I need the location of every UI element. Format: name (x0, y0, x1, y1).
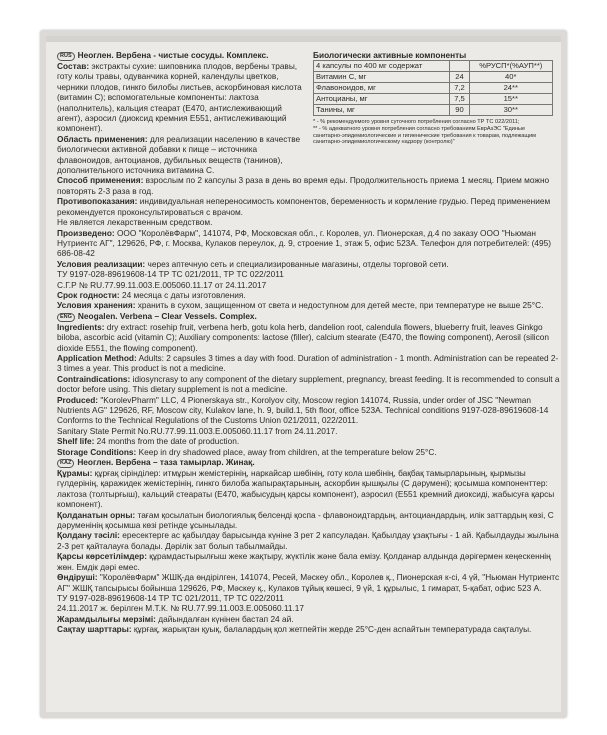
kz-tu: ТУ 9197-028-89619608-14 ТР ТС 021/2011, ТР ТС 022/2011 (57, 592, 284, 603)
table-row: Витамин С, мг 24 40* (314, 72, 553, 83)
kz-title: Неоглен. Вербена – таза тамырлар. Жинақ. (77, 457, 255, 468)
en-permit: Sanitary State Permit No.RU.77.99.11.003.E.005060.11.17 from 24.11.2017. (57, 425, 338, 436)
ru-sale: Условия реализации: через аптечную сеть и специализированные магазины, отделы торговой сети. (57, 258, 449, 269)
en-contra: Contraindications: idiosyncrasy to any component of the dietary supplement, pregnancy, breast feeding. It is recommended to consult a doctor before using. This dietary supplement is not a medicine. (57, 373, 560, 395)
bio-components-block (313, 50, 553, 146)
box-panel (46, 36, 561, 712)
en-method: Application Method: Adults: 2 capsules 3 times a day with food. Duration of administration - 1 month. Administration can be repeated 2-3 times a year. This product is not a medicine. (57, 352, 559, 374)
ru-shelf: Срок годности: 24 месяца с даты изготовления. (57, 289, 246, 300)
bio-title: Биологически активные компоненты (313, 50, 467, 60)
product-box (40, 30, 567, 718)
en-title: Neogalen. Verbena – Clear Vessels. Complex. (77, 310, 257, 321)
kz-area: Қолданатын орны: тағам қосылатын биологиялық белсенді қоспа - флавоноидтардың, антоциандардың, илік заттардың көзі, С дәруменінің қосымша көзі ретінде ұсынылады. (57, 509, 554, 531)
kz-title-line (57, 457, 562, 468)
kz-storage: Сақтау шарттары: құрғақ, жарықтан қуық, балалардың қол жетпейтін жерде 25°С-ден аспайтын температурада сақталуы. (57, 624, 532, 635)
box-top-edge (46, 36, 561, 42)
kz-shelf: Жарамдылығы мерзімі: дайындалған күнінен бастап 24 ай. (57, 613, 294, 624)
ru-method: Способ применения: взрослым по 2 капсулы 3 раза в день во время еды. Продолжительность приема 1 месяц. Прием можно повторять 2-3 раза в год. (57, 175, 550, 196)
kz-contra: Қарсы көрсетілімдер: құрамдастырылғыш жеке жақтыру, жүктілік және бала емізу. Қолданар алдында дәрігермен кеңескеннің жөн. Емдік дәрі емес. (57, 551, 551, 572)
table-row: Флавоноидов, мг 7,2 24** (314, 83, 553, 94)
kz-composition: Құрамы: құрғақ сірінділер: итмұрын жемістерінің, наркайсар шөбінің, готу кола шөбінің, бақбақ тамырларының, қырмызы гүлдерінің, қаражидек жемістерінің, гинкго билоба жапырақтарының, аскорбин қышқылы (С дәрумені); қосымша компоненттер: лактоза (толтырғыш), кальций стеараты (Е470, жабысудың қарсы компонент), аэросил (Е551 кремний диоксиді, жабысуға қарсы компонент). (57, 468, 555, 510)
ru-producer: Произведено: ООО "КоролёвФарм", 141074, РФ, Московская обл., г. Королев, ул. Пионерская, д.4 по заказу ООО "Ньюман Нутриентс АГ", 129626, РФ, г. Москва, Кулаков переулок, д. 9, строение 1, этаж 5, офис 523А. Телефон для потребителей: (495) 686-08-42 (57, 227, 552, 259)
lang-tag-kaz: KAZ (57, 459, 74, 468)
ru-not-medicine: Не является лекарственным средством. (57, 217, 213, 228)
label-sheet (57, 50, 562, 635)
ru-area: Область применения: для реализации населению в качестве биологически активной добавки к пище – источника флавоноидов, антоцианов, дубильных веществ (танинов), дополнительного источника витамина С. (57, 133, 301, 176)
lang-tag-rus: RUS (57, 52, 75, 61)
table-row: Антоцианы, мг 7,5 15** (314, 94, 553, 105)
ru-title: Неоглен. Вербена - чистые сосуды. Комплекс. (77, 50, 269, 60)
ru-tu: ТУ 9197-028-89619608-14 ТР ТС 021/2011, ТР ТС 022/2011 (57, 269, 284, 280)
en-produced: Produced: "KorolevPharm" LLC, 4 Pionerskaya str., Korolyov city, Moscow region 141074, Russia, under order of JSC "Newman Nutrients AG" 129626, RF, Moscow city, Kulakov lane, h. 9, build.1, 5th floor, office 523A. Technical conditions 9197-028-89619608-14 Conforms to the Technical Regulations of the Customs Union 021/2011, 022/2011. (57, 394, 549, 426)
ru-title-line (57, 50, 305, 61)
ru-sgr: С.Г.Р № RU.77.99.11.003.Е.005060.11.17 от 24.11.2017 (57, 279, 267, 290)
ru-contra: Противопоказания: индивидуальная непереносимость компонентов, беременность и кормление грудью. Перед применением рекомендуется проконсультироваться с врачом. (57, 196, 551, 217)
table-row: Танины, мг 90 30** (314, 105, 553, 116)
bio-footnotes: * - % рекомендуемого уровня суточного потребления согласно ТР ТС 022/2011; ** - % адекватного уровня потребления согласно требованиям ЕврАзЭС "Единые санитарно-эпидемиологические и гигиенические требования к товарам, подлежащим санитарно-эпидемиологическому надзору (контролю)" (313, 119, 536, 146)
en-title-line (57, 311, 562, 322)
lang-tag-eng: ENG (57, 313, 75, 322)
kz-method: Қолдану тәсілі: ересектерге ас қабылдау барысында күніне 3 рет 2 капсуладан. Қабылдау ұзақтығы - 1 ай. Қабылдауды жылына 2-3 рет қайталауға болады. Дәрілік зат болып табылмайды. (57, 530, 559, 551)
ru-storage: Условия хранения: хранить в сухом, защищенном от света и недоступном для детей месте, при температуре не выше 25°С. (57, 300, 544, 311)
bio-table-header (314, 61, 553, 72)
bio-col-name: 4 капсулы по 400 мг содержат (314, 61, 450, 72)
en-ingredients: Ingredients: dry extract: rosehip fruit, verbena herb, gotu kola herb, dandelion root, calendula flowers, blueberry fruit, leaves Ginkgo biloba, ascorbic acid (vitamin C); Auxiliary components: lactose (filler), calcium stearate (E470, the flowing component), Aerosil (silicon dioxide E551, the flowing component). (57, 321, 550, 353)
kz-reg: 24.11.2017 ж. берілген М.Т.К. № RU.77.99.11.003.Е.005060.11.17 (57, 603, 305, 614)
bio-col-pct: %РУСП*(%АУП**) (469, 61, 552, 72)
en-storage: Storage Conditions: Keep in dry shadowed place, away from children, at the temperature below 25°C. (57, 446, 437, 457)
russian-left-column (57, 50, 305, 175)
bio-table (313, 60, 553, 116)
en-shelf: Shelf life: 24 months from the date of production. (57, 436, 240, 447)
ru-composition: Состав: экстракты сухие: шиповника плодов, вербены травы, готу колы травы, одуванчика корней, календулы цветков, черники плодов, гинкго билобы листьев, аскорбиновая кислота (витамин С); вспомогательные компоненты: лактоза (наполнитель), кальция стеарат (Е470, антислеживающий агент), аэросил (диоксид кремния Е551, антислеживающий компонент). (57, 61, 302, 134)
kz-producer: Өндіруші: "КоролёвФарм" ЖШҚ-да өндірілген, 141074, Ресей, Мәскеу обл., Королев қ., Пионерская к-сі, 4 үй, "Ньюман Нутриентс АГ" ЖШҚ тапсырысы бойынша 129626, РФ, Мәскеу қ., Кулаков тұйық көшесі, 9 үй, 1 құрылыс, 1 гимарат, 5-қабат, офис 523 А. (57, 572, 560, 593)
russian-section-top (57, 50, 562, 175)
